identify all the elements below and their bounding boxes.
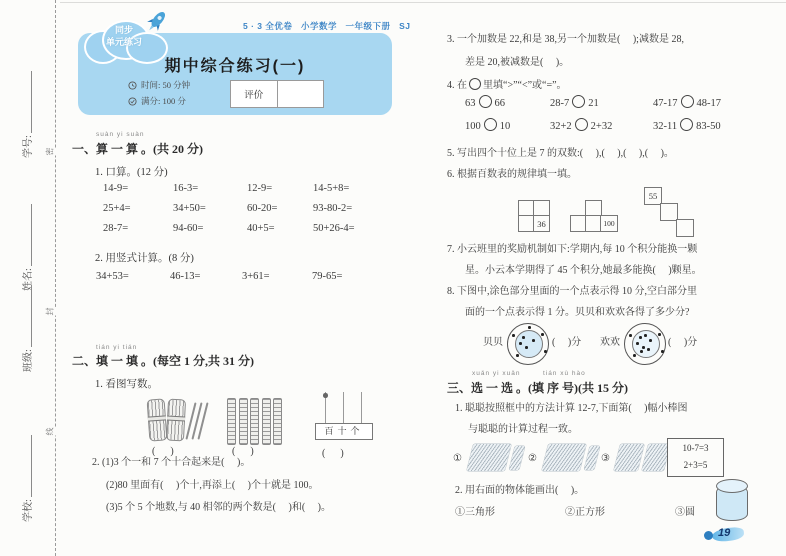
sec1-pinyin: suàn yi suàn xyxy=(96,131,145,138)
sec2-q7-line2: 星。小云本学期得了 45 个积分,她最多能换( )颗星。 xyxy=(465,265,702,276)
stick-bundle-option1-small xyxy=(509,446,525,470)
page-number: 19 xyxy=(718,527,731,539)
compare-item: 32+2 2+32 xyxy=(550,118,653,132)
badge-text: 同步 单元练习 xyxy=(105,25,142,47)
sec3-q1-line2: 与聪聪的计算过程一致。 xyxy=(468,424,578,435)
sec3-pinyin: xuǎn yi xuǎn tián xù hào xyxy=(472,370,586,377)
compare-grid xyxy=(465,95,721,132)
unit-practice-badge xyxy=(84,16,170,64)
grid1-value-cell: 36 xyxy=(533,215,550,232)
grid3-value-cell: 55 xyxy=(644,187,662,205)
name-label: 姓名: xyxy=(22,268,34,291)
oral-item: 14-5+8= xyxy=(313,183,350,194)
class-field xyxy=(19,252,33,372)
sec1-q2-label: 2. 用竖式计算。(8 分) xyxy=(95,253,194,264)
sec2-q2-line2: (2)80 里面有( )个十,再添上( )个十就是 100。 xyxy=(106,480,319,491)
sec2-q2-line3: (3)5 个 5 个地数,与 40 相邻的两个数是( )和( )。 xyxy=(106,502,331,513)
answer-blank: ( ) xyxy=(232,446,254,457)
sec2-q1-label: 1. 看图写数。 xyxy=(95,379,158,390)
oral-calc-grid xyxy=(103,183,355,234)
huanhuan-name: 欢欢 xyxy=(600,337,620,348)
clock-icon xyxy=(128,81,137,90)
compare-circle-icon xyxy=(680,118,693,131)
oral-item: 25+4= xyxy=(103,203,131,214)
sec2-title: 二、填 一 填 。(每空 1 分,共 31 分) xyxy=(72,354,254,368)
stick-bundle-option3-left xyxy=(614,444,645,471)
cube-tower xyxy=(250,398,259,445)
compare-item: 100 10 xyxy=(465,118,550,132)
vertical-item: 3+61= xyxy=(242,271,270,282)
hundred-chart-grid3 xyxy=(644,187,696,239)
score-dot xyxy=(519,342,522,345)
frame-bead xyxy=(323,393,328,398)
class-label: 班级: xyxy=(22,349,34,372)
score-dot xyxy=(658,333,661,336)
sec3-q1-line1: 1. 聪聪按照框中的方法计算 12-7,下面第( )幅小棒图 xyxy=(455,403,688,414)
beibei-dots-circle xyxy=(507,323,549,365)
score-dot xyxy=(661,350,664,353)
oral-item: 14-9= xyxy=(103,183,129,194)
student-number-blank xyxy=(21,71,32,133)
stick-bundle xyxy=(166,399,186,442)
method-line2: 2+3=5 xyxy=(683,460,708,470)
check-circle-icon xyxy=(128,97,137,106)
sec2-q8-line1: 8. 下图中,涂色部分里面的一个点表示得 10 分,空白部分里 xyxy=(447,286,697,297)
oral-item: 93-80-2= xyxy=(313,203,353,214)
cube-tower xyxy=(273,398,282,445)
sec1-q1-label: 1. 口算。(12 分) xyxy=(95,167,168,178)
oral-item: 60-20= xyxy=(247,203,278,214)
class-blank xyxy=(21,285,32,347)
place-value-frame-image xyxy=(315,392,373,442)
scan-edge-line xyxy=(60,2,786,3)
seal-char-mi: 密 xyxy=(45,147,55,156)
score-dot xyxy=(640,350,643,353)
sec2-q2-line1: 2. (1)3 个一和 7 个十合起来是( )。 xyxy=(92,457,251,468)
frame-rod xyxy=(361,392,362,425)
seal-char-feng: 封 xyxy=(45,307,55,316)
page-title: 期中综合练习(一) xyxy=(164,58,306,75)
score-dot xyxy=(642,346,645,349)
score-dot xyxy=(636,342,639,345)
cube-tower xyxy=(262,398,271,445)
compare-circle-icon xyxy=(469,78,481,90)
compare-item: 63 66 xyxy=(465,95,550,109)
score-dot xyxy=(541,333,544,336)
sec2-q7-line1: 7. 小云班里的奖励机制如下:学期内,每 10 个积分能换一颗 xyxy=(447,244,698,255)
compare-circle-icon xyxy=(681,95,694,108)
sec2-pinyin: tián yi tián xyxy=(96,344,138,351)
sec3-q2-option2: ②正方形 xyxy=(565,507,605,518)
seal-dashed-line xyxy=(55,0,56,556)
vertical-calc-row xyxy=(96,271,342,282)
grid2-value-cell: 100 xyxy=(600,215,618,232)
cube-tower xyxy=(239,398,248,445)
hundred-chart-grid1 xyxy=(518,200,550,232)
stick-bundle-option2-big xyxy=(542,444,587,471)
answer-blank: ( ) xyxy=(152,446,174,457)
compare-circle-icon xyxy=(484,118,497,131)
oral-item: 94-60= xyxy=(173,223,204,234)
score-dot xyxy=(532,339,535,342)
option-marker-2: ② xyxy=(528,453,537,464)
school-label: 学校: xyxy=(22,499,34,522)
beibei-name: 贝贝 xyxy=(483,337,503,348)
student-number-label: 学号: xyxy=(22,135,34,158)
series-title: 5 · 3 全优卷 小学数学 一年级下册 SJ xyxy=(243,21,411,31)
huanhuan-dots-circle xyxy=(624,323,666,365)
cube-tower xyxy=(227,398,236,445)
sec3-q2-option3: ③圆 xyxy=(675,507,695,518)
beibei-score-blank: ( )分 xyxy=(552,337,582,348)
school-blank xyxy=(21,435,32,497)
compare-item: 28-7 21 xyxy=(550,95,653,109)
hundred-chart-grid2 xyxy=(570,200,618,232)
evaluation-blank-cell xyxy=(278,81,324,107)
compare-circle-icon xyxy=(575,118,588,131)
score-dot xyxy=(512,334,515,337)
sec2-q3-line1: 3. 一个加数是 22,和是 38,另一个加数是( );减数是 28, xyxy=(447,34,684,45)
score-dot xyxy=(525,346,528,349)
school-field xyxy=(19,402,33,522)
compare-item: 47-17 48-17 xyxy=(653,95,721,109)
stick-bundle-option1-big xyxy=(467,444,512,471)
full-score-row xyxy=(128,95,186,107)
score-dot xyxy=(633,354,636,357)
compare-circle-icon xyxy=(572,95,585,108)
score-dot xyxy=(629,334,632,337)
score-dot xyxy=(649,339,652,342)
sec2-q4-label: 4. 在 里填“>”“<”或“=”。 xyxy=(447,80,567,91)
oral-item: 50+26-4= xyxy=(313,223,355,234)
cylinder-image xyxy=(716,479,748,521)
oral-item: 34+50= xyxy=(173,203,206,214)
method-line1: 10-7=3 xyxy=(682,443,709,453)
sec2-q5: 5. 写出四个十位上是 7 的双数:( ),( ),( ),( )。 xyxy=(447,148,674,159)
vertical-item: 79-65= xyxy=(312,271,343,282)
sec3-q2-label: 2. 用右面的物体能画出( )。 xyxy=(455,485,585,496)
stick-bundles-image xyxy=(148,399,208,445)
sec2-q3-line2: 差是 20,被减数是( )。 xyxy=(465,57,570,68)
evaluation-label: 评价 xyxy=(231,81,278,107)
answer-blank: ( ) xyxy=(322,448,344,459)
score-dot xyxy=(639,336,642,339)
huanhuan-score-blank: ( )分 xyxy=(668,337,698,348)
score-dot xyxy=(516,354,519,357)
vertical-item: 34+53= xyxy=(96,271,129,282)
oral-item: 40+5= xyxy=(247,223,275,234)
frame-rod xyxy=(343,392,344,425)
oral-item: 28-7= xyxy=(103,223,129,234)
full-score-label: 满分: 100 分 xyxy=(141,96,186,106)
sec2-q8-line2: 面的一个点表示得 1 分。贝贝和欢欢各得了多少分? xyxy=(465,307,690,318)
sec1-title: 一、算 一 算 。(共 20 分) xyxy=(72,142,203,156)
frame-labels: 百十个 xyxy=(315,423,373,440)
score-dot xyxy=(544,350,547,353)
stick-bundle-option2-small xyxy=(584,446,600,470)
oral-item: 12-9= xyxy=(247,183,273,194)
comet-icon xyxy=(704,531,713,540)
time-label: 时间: 50 分钟 xyxy=(141,80,191,90)
sec3-title: 三、选 一 选 。(填 序 号)(共 15 分) xyxy=(447,381,628,395)
compare-circle-icon xyxy=(479,95,492,108)
cube-towers-image xyxy=(227,398,282,445)
score-dot xyxy=(528,326,531,329)
seal-char-xian: 线 xyxy=(45,427,55,436)
score-dot xyxy=(647,348,650,351)
sec2-q6-label: 6. 根据百数表的规律填一填。 xyxy=(447,169,577,180)
stick-bundle xyxy=(147,398,168,441)
option-marker-1: ① xyxy=(453,453,462,464)
oral-item: 16-3= xyxy=(173,183,199,194)
method-box xyxy=(667,438,724,477)
score-dot xyxy=(522,336,525,339)
rocket-icon xyxy=(142,6,172,36)
score-dot xyxy=(644,334,647,337)
evaluation-box xyxy=(230,80,324,108)
option-marker-3: ③ xyxy=(601,453,610,464)
vertical-item: 46-13= xyxy=(170,271,201,282)
student-number-field xyxy=(19,38,33,158)
sec3-q2-option1: ①三角形 xyxy=(455,507,495,518)
compare-item: 32-11 83-50 xyxy=(653,118,721,132)
page-number-badge xyxy=(704,526,744,543)
time-row xyxy=(128,79,190,91)
